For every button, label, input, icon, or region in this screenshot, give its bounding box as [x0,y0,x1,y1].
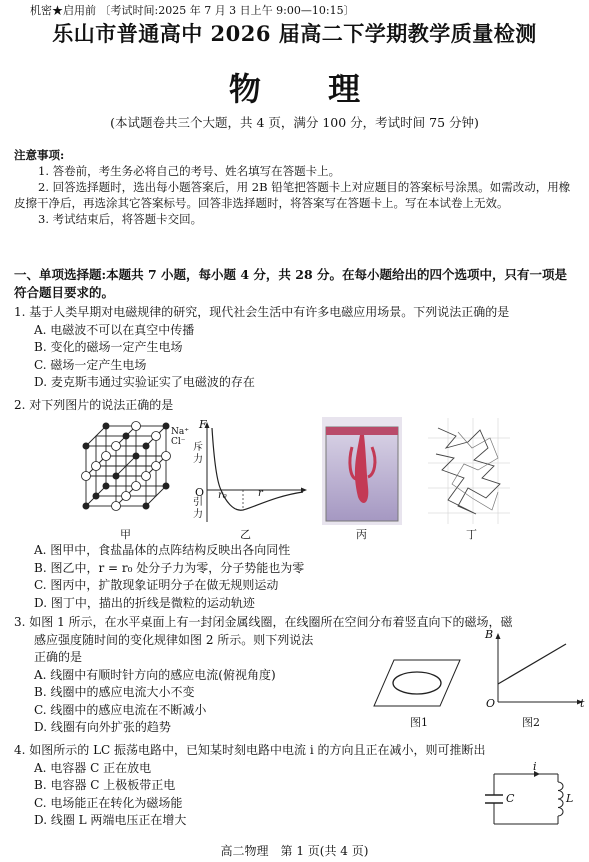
r-label: r [258,488,263,499]
brownian-path-figure [428,418,510,524]
subject-title: 物 理 [228,70,389,108]
confidential-label: 机密★启用前 [30,4,96,17]
t-axis-label: t [580,697,585,710]
notice-block [14,147,579,227]
school-title: 乐山市普通高中 2026 届高二下学期教学质量检测 [52,21,537,46]
r0-label: r₀ [218,490,227,501]
capacitor-c-label: C [506,792,515,805]
question-4-option-c: C. 电场能正在转化为磁场能 [34,795,183,810]
fig2-origin-label: O [486,697,496,710]
question-2-option-a: A. 图甲中，食盐晶体的点阵结构反映出各向同性 [34,543,291,557]
question-3-option-d: D. 线圈有向外扩张的趋势 [34,720,171,734]
figure-bing-label: 丙 [356,528,367,541]
notice-item-3: 3. 考试结束后，将答题卡交回。 [38,212,203,226]
molecular-force-graph [195,420,310,530]
cl-ion-label: Cl⁻ [171,437,186,447]
question-4-stem: 4. 如图所示的 LC 振荡电路中，已知某时刻电路中电流 i 的方向且正在减小，则可推断出 [14,743,486,757]
question-1-option-c: C. 磁场一定产生电场 [34,357,147,372]
figure-ding-label: 丁 [466,528,477,541]
question-3-stem-line3: 正确的是 [34,650,83,664]
coil-on-table-figure [372,656,462,710]
question-3-stem-line2: 感应强度随时间的变化规律如图 2 所示。则下列说法 [34,632,314,647]
question-1-option-d: D. 麦克斯韦通过实验证实了电磁波的存在 [34,375,255,389]
repulsion-label: 斥力 [193,442,203,465]
question-4-option-d: D. 线圈 L 两端电压正在增大 [34,813,187,827]
figure-1-label: 图1 [410,716,428,729]
question-1-stem: 1. 基于人类早期对电磁规律的研究，现代社会生活中有许多电磁应用场景。下列说法正确的是 [14,305,510,319]
question-1-option-b: B. 变化的磁场一定产生电场 [34,340,183,354]
attraction-label: 引力 [193,497,203,520]
exam-header-line [30,2,355,18]
question-2-options [14,542,584,612]
question-1 [14,304,584,392]
question-2-stem: 2. 对下列图片的说法正确的是 [14,398,174,412]
notice-title: 注意事项: [14,148,65,162]
diffusion-beaker-image [322,417,402,525]
question-2-option-d: D. 图丁中，描出的折线是微粒的运动轨迹 [34,595,255,610]
exam-time: 〔考试时间:2025 年 7 月 3 日上午 9:00—10:15〕 [99,4,355,17]
question-3-option-b: B. 线圈中的感应电流大小不变 [34,685,195,699]
b-axis-label: B [485,628,494,641]
question-3-option-c: C. 线圈中的感应电流在不断减小 [34,702,207,717]
exam-info: (本试题卷共三个大题，共 4 页，满分 100 分，考试时间 75 分钟) [110,115,479,130]
notice-item-1: 1. 答卷前，考生务必将自己的考号、姓名填写在答题卡上。 [38,164,341,178]
question-2-option-c: C. 图丙中，扩散现象证明分子在做无规则运动 [34,578,279,592]
question-3-stem-line1: 3. 如图 1 所示，在水平桌面上有一封闭金属线圈，在线圈所在空间分布着竖直向下的磁场，磁 [14,615,513,629]
question-3-option-a: A. 线圈中有顺时针方向的感应电流(俯视角度) [34,667,276,682]
figure-jia-label: 甲 [120,528,131,541]
current-i-label: i [533,760,537,773]
figure-2-label: 图2 [522,716,540,729]
question-4-option-a: A. 电容器 C 正在放电 [34,760,152,775]
notice-item-2: 2. 回答选择题时，选出每小题答案后，用 2B 铅笔把答题卡上对应题目的答案标号涂黑。如需改动，用橡皮擦干净后，再选涂其它答案标号。回答非选择题时，将答案写在答题卡上。写在本试卷上无效。 [14,180,571,210]
figure-yi-label: 乙 [240,528,251,541]
b-t-graph [484,632,584,710]
origin-label: O [195,486,205,499]
page-footer: 高二物理 第 1 页(共 4 页) [220,844,369,858]
section-title: 一、单项选择题:本题共 7 小题，每小题 4 分，共 28 分。在每小题给出的四个选项中，只有一项是符合题目要求的。 [14,267,568,300]
question-4-option-b: B. 电容器 C 上极板带正电 [34,778,176,792]
na-ion-label: Na⁺ [171,427,189,437]
question-2-option-b: B. 图乙中，r = r₀ 处分子力为零，分子势能也为零 [34,560,305,575]
lc-circuit-figure [482,768,574,830]
inductor-l-label: L [566,792,574,805]
force-axis-label: F [199,418,207,431]
question-1-option-a: A. 电磁波不可以在真空中传播 [34,322,195,337]
